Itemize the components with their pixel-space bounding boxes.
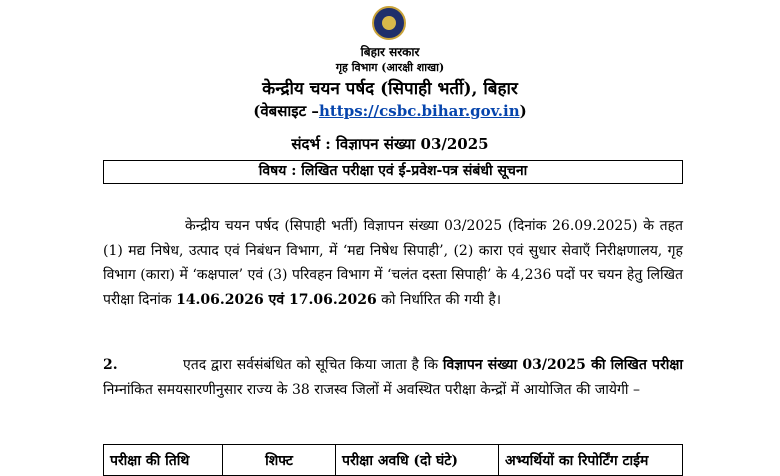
website-line <box>0 101 780 121</box>
government-title: बिहार सरकार <box>360 45 420 59</box>
paragraph-2-bold: विज्ञापन संख्या 03/2025 की लिखित परीक्षा <box>442 357 683 373</box>
department-title: गृह विभाग (आरक्षी शाखा) <box>335 61 445 74</box>
table-header-row <box>104 445 683 476</box>
website-suffix: ) <box>519 102 527 120</box>
paragraph-2-number: 2. <box>103 357 118 373</box>
exam-schedule-table <box>103 444 683 476</box>
paragraph-2 <box>103 353 683 402</box>
government-emblem-icon <box>372 6 406 40</box>
board-title: केन्द्रीय चयन पर्षद (सिपाही भर्ती), बिहार <box>262 79 518 99</box>
header-exam-date: परीक्षा की तिथि <box>104 445 223 476</box>
paragraph-2-tail: निम्नांकित समयसारणीनुसार राज्य के 38 राजस्व जिलों में अवस्थित परीक्षा केन्द्रों में आयोजित की जायेगी – <box>103 381 640 398</box>
paragraph-1-tail: को निर्धारित की गयी है। <box>376 291 502 308</box>
reference-line: संदर्भ : विज्ञापन संख्या 03/2025 <box>291 135 489 153</box>
paragraph-1 <box>103 214 683 312</box>
header-shift: शिफ्ट <box>223 445 336 476</box>
website-prefix: (वेबसाइट – <box>253 102 319 120</box>
header-exam-duration: परीक्षा अवधि (दो घंटे) <box>336 445 499 476</box>
paragraph-2-lead: एतद द्वारा सर्वसंबंधित को सूचित किया जाता है कि <box>183 357 443 373</box>
exam-dates: 14.06.2026 एवं 17.06.2026 <box>176 291 377 308</box>
subject-box: विषय : लिखित परीक्षा एवं ई-प्रवेश-पत्र संबंधी सूचना <box>103 160 683 184</box>
header-reporting-time: अभ्यर्थियों का रिपोर्टिंग टाईम <box>499 445 683 476</box>
website-link[interactable]: https://csbc.bihar.gov.in <box>318 102 520 120</box>
paragraph-1-text: केन्द्रीय चयन पर्षद (सिपाही भर्ती) विज्ञापन संख्या 03/2025 (दिनांक 26.09.2025) के तहत (1) मद्य निषेध, उत्पाद एवं निबंधन विभाग, में ‘मद्य निषेध सिपाही’, (2) कारा एवं सुधार सेवाएँ निरीक्षणालय, गृह विभाग (कारा) में ‘कक्षपाल’ एवं (3) परिवहन विभाग में ‘चलंत दस्ता सिपाही’ के 4,236 पदों पर चयन हेतु लिखित परीक्षा दिनांक <box>103 218 683 308</box>
